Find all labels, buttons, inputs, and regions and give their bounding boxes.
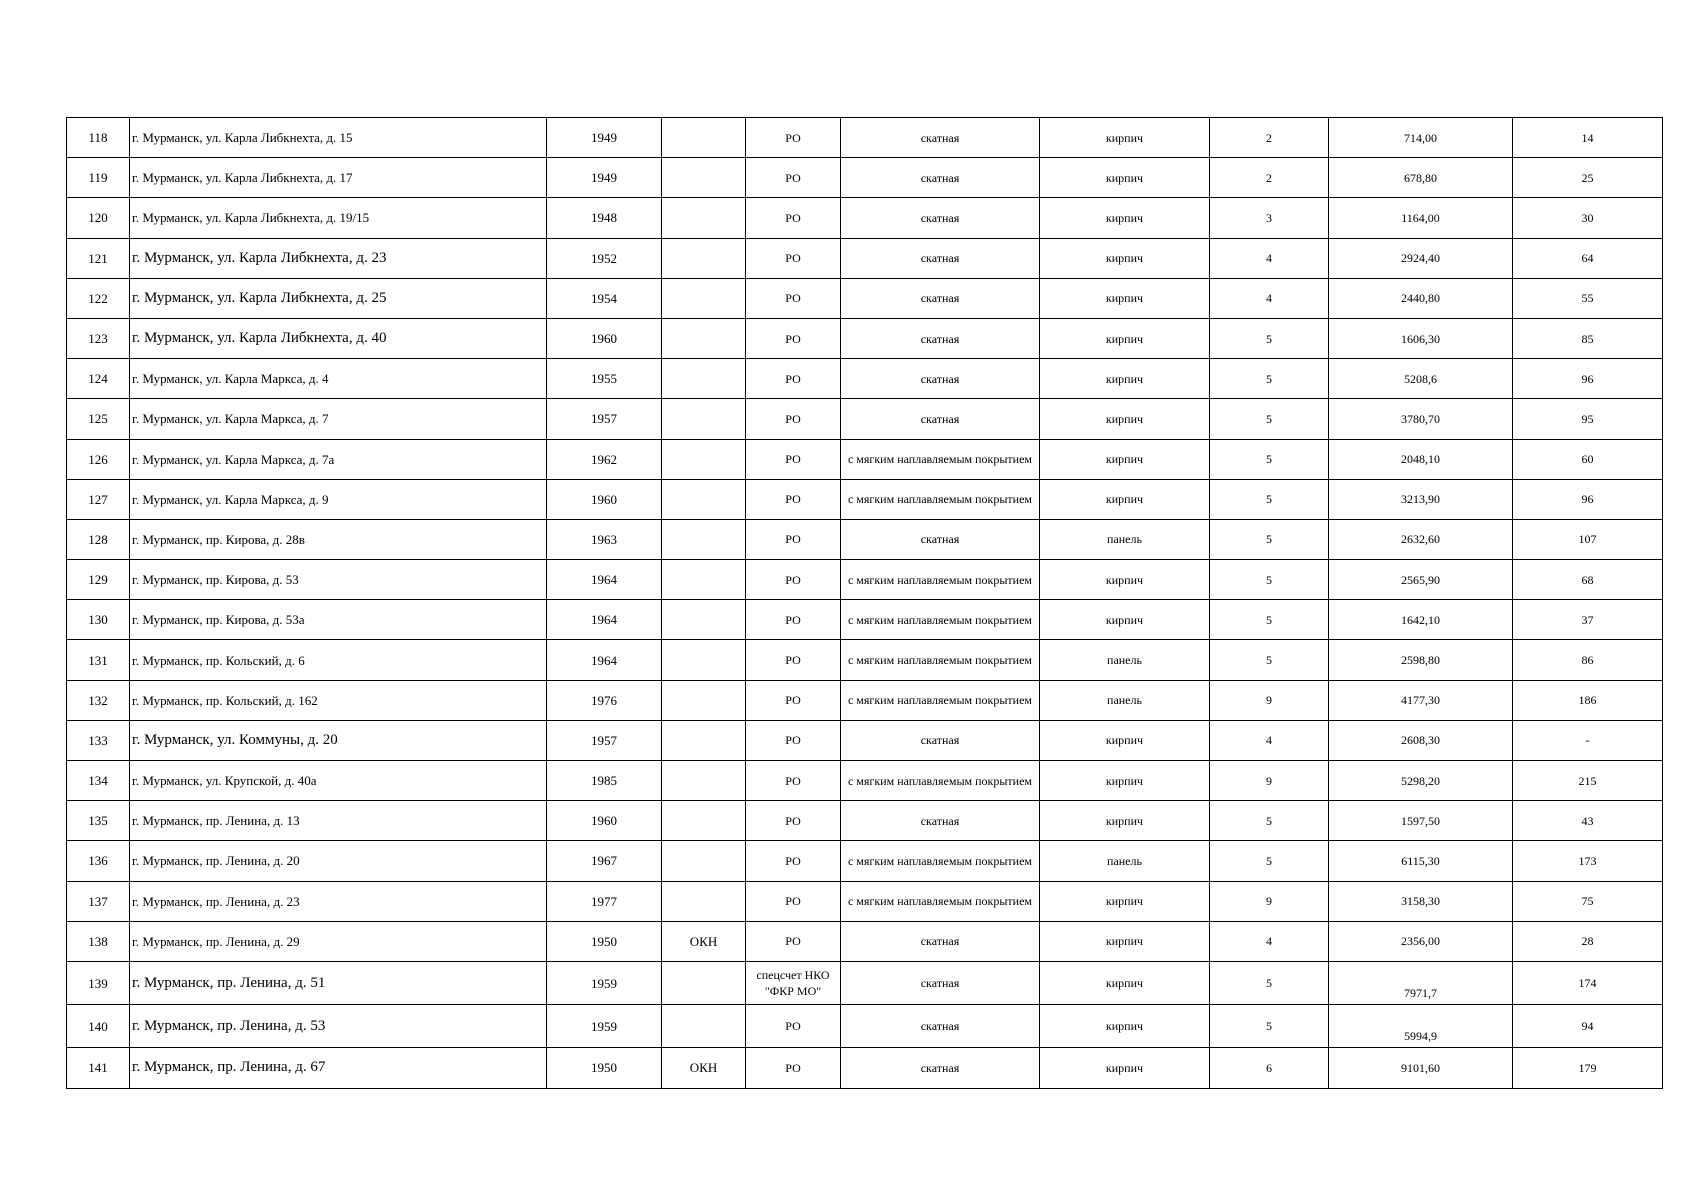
heritage-status-cell [662,198,746,238]
year-built-cell: 1976 [547,680,662,720]
year-built-cell: 1977 [547,881,662,921]
table-row [67,479,1663,519]
roof-type-cell: скатная [841,118,1040,158]
wall-material-cell: кирпич [1040,921,1210,961]
roof-type-cell: с мягким наплавляемым покрытием [841,600,1040,640]
fund-method-cell: РО [746,921,841,961]
heritage-status-cell [662,278,746,318]
roof-type-cell: скатная [841,238,1040,278]
area-cell: 2048,10 [1329,439,1513,479]
fund-method-cell: РО [746,881,841,921]
year-built-cell: 1950 [547,921,662,961]
address-cell: г. Мурманск, пр. Кирова, д. 28в [130,519,547,559]
address-cell: г. Мурманск, ул. Карла Либкнехта, д. 23 [130,238,547,278]
flats-cell: 86 [1513,640,1663,680]
flats-cell: 37 [1513,600,1663,640]
roof-type-cell: скатная [841,921,1040,961]
heritage-status-cell [662,841,746,881]
fund-method-cell: РО [746,318,841,358]
address-cell: г. Мурманск, ул. Коммуны, д. 20 [130,720,547,760]
address-cell: г. Мурманск, пр. Кольский, д. 162 [130,680,547,720]
area-cell: 678,80 [1329,158,1513,198]
fund-method-cell: РО [746,479,841,519]
roof-type-cell: скатная [841,720,1040,760]
wall-material-cell: кирпич [1040,560,1210,600]
area-cell: 1606,30 [1329,318,1513,358]
heritage-status-cell [662,640,746,680]
address-cell: г. Мурманск, пр. Кирова, д. 53а [130,600,547,640]
table-row [67,560,1663,600]
roof-type-cell: скатная [841,198,1040,238]
area-cell: 2608,30 [1329,720,1513,760]
year-built-cell: 1957 [547,399,662,439]
row-number-cell: 134 [67,761,130,801]
floors-cell: 2 [1210,158,1329,198]
roof-type-cell: с мягким наплавляемым покрытием [841,439,1040,479]
area-cell: 2598,80 [1329,640,1513,680]
wall-material-cell: панель [1040,680,1210,720]
floors-cell: 5 [1210,560,1329,600]
wall-material-cell: кирпич [1040,720,1210,760]
address-cell: г. Мурманск, пр. Ленина, д. 53 [130,1005,547,1048]
year-built-cell: 1959 [547,1005,662,1048]
table-row [67,961,1663,1004]
wall-material-cell: кирпич [1040,318,1210,358]
row-number-cell: 141 [67,1048,130,1088]
roof-type-cell: с мягким наплавляемым покрытием [841,881,1040,921]
heritage-status-cell: ОКН [662,1048,746,1088]
table-row [67,841,1663,881]
year-built-cell: 1950 [547,1048,662,1088]
roof-type-cell: с мягким наплавляемым покрытием [841,560,1040,600]
roof-type-cell: скатная [841,278,1040,318]
year-built-cell: 1964 [547,560,662,600]
row-number-cell: 121 [67,238,130,278]
roof-type-cell: с мягким наплавляемым покрытием [841,479,1040,519]
heritage-status-cell [662,1005,746,1048]
year-built-cell: 1948 [547,198,662,238]
flats-cell: 186 [1513,680,1663,720]
fund-method-cell: РО [746,399,841,439]
row-number-cell: 128 [67,519,130,559]
table-row [67,278,1663,318]
roof-type-cell: скатная [841,1048,1040,1088]
address-cell: г. Мурманск, ул. Карла Маркса, д. 9 [130,479,547,519]
address-cell: г. Мурманск, пр. Ленина, д. 20 [130,841,547,881]
floors-cell: 5 [1210,318,1329,358]
row-number-cell: 120 [67,198,130,238]
wall-material-cell: кирпич [1040,118,1210,158]
address-cell: г. Мурманск, ул. Карла Либкнехта, д. 40 [130,318,547,358]
address-cell: г. Мурманск, пр. Ленина, д. 29 [130,921,547,961]
heritage-status-cell [662,560,746,600]
roof-type-cell: с мягким наплавляемым покрытием [841,841,1040,881]
floors-cell: 2 [1210,118,1329,158]
heritage-status-cell [662,519,746,559]
flats-cell: 14 [1513,118,1663,158]
fund-method-cell: РО [746,680,841,720]
roof-type-cell: скатная [841,359,1040,399]
flats-cell: 94 [1513,1005,1663,1048]
row-number-cell: 122 [67,278,130,318]
row-number-cell: 139 [67,961,130,1004]
wall-material-cell: кирпич [1040,399,1210,439]
table-row [67,359,1663,399]
floors-cell: 5 [1210,519,1329,559]
address-cell: г. Мурманск, пр. Ленина, д. 23 [130,881,547,921]
area-cell: 2356,00 [1329,921,1513,961]
table-row [67,1005,1663,1048]
area-cell: 1642,10 [1329,600,1513,640]
table-row [67,921,1663,961]
heritage-status-cell: ОКН [662,921,746,961]
table-row [67,198,1663,238]
heritage-status-cell [662,318,746,358]
row-number-cell: 123 [67,318,130,358]
table-row [67,881,1663,921]
floors-cell: 9 [1210,761,1329,801]
flats-cell: 60 [1513,439,1663,479]
wall-material-cell: панель [1040,640,1210,680]
row-number-cell: 133 [67,720,130,760]
year-built-cell: 1960 [547,318,662,358]
row-number-cell: 129 [67,560,130,600]
flats-cell: 30 [1513,198,1663,238]
year-built-cell: 1952 [547,238,662,278]
fund-method-cell: РО [746,801,841,841]
fund-method-cell: РО [746,238,841,278]
flats-cell: 179 [1513,1048,1663,1088]
year-built-cell: 1985 [547,761,662,801]
roof-type-cell: скатная [841,519,1040,559]
flats-cell: 215 [1513,761,1663,801]
floors-cell: 9 [1210,881,1329,921]
fund-method-cell: РО [746,118,841,158]
flats-cell: 55 [1513,278,1663,318]
row-number-cell: 131 [67,640,130,680]
address-cell: г. Мурманск, ул. Карла Либкнехта, д. 15 [130,118,547,158]
wall-material-cell: кирпич [1040,961,1210,1004]
heritage-status-cell [662,238,746,278]
floors-cell: 5 [1210,961,1329,1004]
address-cell: г. Мурманск, ул. Крупской, д. 40а [130,761,547,801]
year-built-cell: 1954 [547,278,662,318]
year-built-cell: 1964 [547,600,662,640]
wall-material-cell: кирпич [1040,278,1210,318]
wall-material-cell: кирпич [1040,238,1210,278]
flats-cell: 95 [1513,399,1663,439]
fund-method-cell: РО [746,640,841,680]
table-row [67,680,1663,720]
heritage-status-cell [662,158,746,198]
address-cell: г. Мурманск, пр. Ленина, д. 51 [130,961,547,1004]
floors-cell: 5 [1210,479,1329,519]
area-cell: 7971,7 [1329,961,1513,1004]
floors-cell: 3 [1210,198,1329,238]
fund-method-cell: РО [746,1048,841,1088]
flats-cell: 75 [1513,881,1663,921]
heritage-status-cell [662,961,746,1004]
wall-material-cell: панель [1040,519,1210,559]
address-cell: г. Мурманск, ул. Карла Маркса, д. 7 [130,399,547,439]
year-built-cell: 1957 [547,720,662,760]
row-number-cell: 124 [67,359,130,399]
year-built-cell: 1960 [547,479,662,519]
year-built-cell: 1962 [547,439,662,479]
housing-register-table [66,117,1663,1089]
year-built-cell: 1964 [547,640,662,680]
heritage-status-cell [662,680,746,720]
flats-cell: 28 [1513,921,1663,961]
flats-cell: - [1513,720,1663,760]
floors-cell: 4 [1210,238,1329,278]
table-row [67,761,1663,801]
wall-material-cell: кирпич [1040,761,1210,801]
address-cell: г. Мурманск, пр. Ленина, д. 67 [130,1048,547,1088]
wall-material-cell: кирпич [1040,1048,1210,1088]
table-body [67,118,1663,1089]
heritage-status-cell [662,801,746,841]
area-cell: 5208,6 [1329,359,1513,399]
roof-type-cell: скатная [841,961,1040,1004]
year-built-cell: 1960 [547,801,662,841]
floors-cell: 5 [1210,841,1329,881]
roof-type-cell: скатная [841,318,1040,358]
floors-cell: 4 [1210,921,1329,961]
table-row [67,1048,1663,1088]
fund-method-cell: РО [746,439,841,479]
flats-cell: 25 [1513,158,1663,198]
address-cell: г. Мурманск, ул. Карла Либкнехта, д. 17 [130,158,547,198]
floors-cell: 4 [1210,720,1329,760]
address-cell: г. Мурманск, ул. Карла Маркса, д. 7а [130,439,547,479]
roof-type-cell: с мягким наплавляемым покрытием [841,761,1040,801]
floors-cell: 5 [1210,640,1329,680]
year-built-cell: 1949 [547,118,662,158]
fund-method-cell: РО [746,278,841,318]
table-row [67,519,1663,559]
heritage-status-cell [662,118,746,158]
area-cell: 1597,50 [1329,801,1513,841]
heritage-status-cell [662,761,746,801]
address-cell: г. Мурманск, ул. Карла Либкнехта, д. 19/15 [130,198,547,238]
floors-cell: 9 [1210,680,1329,720]
floors-cell: 5 [1210,359,1329,399]
fund-method-cell: РО [746,600,841,640]
roof-type-cell: скатная [841,158,1040,198]
area-cell: 3158,30 [1329,881,1513,921]
area-cell: 2440,80 [1329,278,1513,318]
flats-cell: 68 [1513,560,1663,600]
wall-material-cell: кирпич [1040,359,1210,399]
wall-material-cell: кирпич [1040,479,1210,519]
floors-cell: 4 [1210,278,1329,318]
fund-method-cell: РО [746,158,841,198]
table-row [67,238,1663,278]
fund-method-cell: РО [746,761,841,801]
table-row [67,158,1663,198]
address-cell: г. Мурманск, ул. Карла Либкнехта, д. 25 [130,278,547,318]
fund-method-cell: РО [746,198,841,238]
row-number-cell: 132 [67,680,130,720]
row-number-cell: 140 [67,1005,130,1048]
fund-method-cell: РО [746,841,841,881]
floors-cell: 5 [1210,1005,1329,1048]
heritage-status-cell [662,720,746,760]
flats-cell: 96 [1513,359,1663,399]
flats-cell: 174 [1513,961,1663,1004]
floors-cell: 5 [1210,439,1329,479]
table-row [67,600,1663,640]
table-row [67,399,1663,439]
row-number-cell: 119 [67,158,130,198]
wall-material-cell: кирпич [1040,600,1210,640]
row-number-cell: 135 [67,801,130,841]
fund-method-cell: РО [746,359,841,399]
area-cell: 5298,20 [1329,761,1513,801]
heritage-status-cell [662,359,746,399]
fund-method-cell: РО [746,560,841,600]
area-cell: 4177,30 [1329,680,1513,720]
row-number-cell: 125 [67,399,130,439]
row-number-cell: 137 [67,881,130,921]
heritage-status-cell [662,600,746,640]
heritage-status-cell [662,881,746,921]
roof-type-cell: скатная [841,1005,1040,1048]
wall-material-cell: кирпич [1040,1005,1210,1048]
fund-method-cell: РО [746,720,841,760]
table-row [67,801,1663,841]
row-number-cell: 126 [67,439,130,479]
row-number-cell: 118 [67,118,130,158]
fund-method-cell: спецсчет НКО "ФКР МО" [746,961,841,1004]
table-row [67,720,1663,760]
flats-cell: 96 [1513,479,1663,519]
area-cell: 3780,70 [1329,399,1513,439]
flats-cell: 64 [1513,238,1663,278]
area-cell: 5994,9 [1329,1005,1513,1048]
table-row [67,118,1663,158]
roof-type-cell: с мягким наплавляемым покрытием [841,640,1040,680]
flats-cell: 85 [1513,318,1663,358]
roof-type-cell: скатная [841,801,1040,841]
area-cell: 714,00 [1329,118,1513,158]
address-cell: г. Мурманск, пр. Ленина, д. 13 [130,801,547,841]
table-row [67,318,1663,358]
wall-material-cell: кирпич [1040,881,1210,921]
heritage-status-cell [662,479,746,519]
area-cell: 6115,30 [1329,841,1513,881]
heritage-status-cell [662,399,746,439]
wall-material-cell: панель [1040,841,1210,881]
area-cell: 3213,90 [1329,479,1513,519]
year-built-cell: 1955 [547,359,662,399]
address-cell: г. Мурманск, ул. Карла Маркса, д. 4 [130,359,547,399]
flats-cell: 107 [1513,519,1663,559]
floors-cell: 6 [1210,1048,1329,1088]
wall-material-cell: кирпич [1040,198,1210,238]
wall-material-cell: кирпич [1040,158,1210,198]
address-cell: г. Мурманск, пр. Кольский, д. 6 [130,640,547,680]
heritage-status-cell [662,439,746,479]
floors-cell: 5 [1210,600,1329,640]
fund-method-cell: РО [746,519,841,559]
year-built-cell: 1959 [547,961,662,1004]
row-number-cell: 130 [67,600,130,640]
table-row [67,640,1663,680]
fund-method-cell: РО [746,1005,841,1048]
area-cell: 2565,90 [1329,560,1513,600]
area-cell: 9101,60 [1329,1048,1513,1088]
wall-material-cell: кирпич [1040,801,1210,841]
address-cell: г. Мурманск, пр. Кирова, д. 53 [130,560,547,600]
area-cell: 2632,60 [1329,519,1513,559]
table-row [67,439,1663,479]
row-number-cell: 127 [67,479,130,519]
area-cell: 2924,40 [1329,238,1513,278]
year-built-cell: 1963 [547,519,662,559]
area-cell: 1164,00 [1329,198,1513,238]
floors-cell: 5 [1210,399,1329,439]
row-number-cell: 136 [67,841,130,881]
flats-cell: 43 [1513,801,1663,841]
year-built-cell: 1967 [547,841,662,881]
roof-type-cell: скатная [841,399,1040,439]
floors-cell: 5 [1210,801,1329,841]
flats-cell: 173 [1513,841,1663,881]
year-built-cell: 1949 [547,158,662,198]
wall-material-cell: кирпич [1040,439,1210,479]
roof-type-cell: с мягким наплавляемым покрытием [841,680,1040,720]
row-number-cell: 138 [67,921,130,961]
